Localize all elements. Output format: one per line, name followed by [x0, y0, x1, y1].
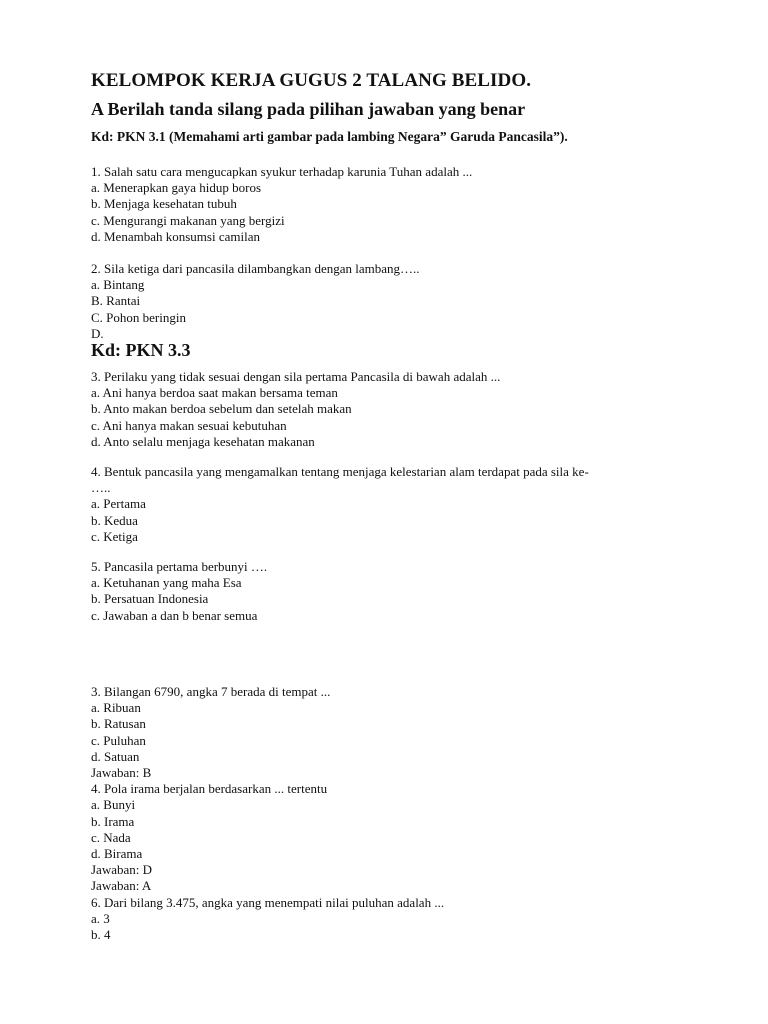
option-b: b. 4	[91, 927, 111, 943]
option-d: d. Menambah konsumsi camilan	[91, 228, 260, 244]
option-c: c. Nada	[91, 829, 131, 845]
option-c: c. Ketiga	[91, 528, 138, 544]
question-stem: 4. Pola irama berjalan berdasarkan ... tertentu	[91, 781, 328, 797]
option-d: d. Birama	[91, 846, 143, 862]
answer-line: Jawaban: A	[91, 878, 152, 894]
option-b: B. Rantai	[91, 293, 141, 309]
option-b: b. Irama	[91, 813, 135, 829]
option-a: a. Ani hanya berdoa saat makan bersama teman	[91, 385, 338, 401]
option-c: C. Pohon beringin	[91, 309, 186, 325]
question-3	[91, 369, 500, 450]
question-4	[91, 464, 589, 545]
question-5	[91, 559, 267, 624]
option-b: b. Kedua	[91, 512, 138, 528]
option-d: d. Satuan	[91, 748, 140, 764]
option-b: b. Ratusan	[91, 716, 146, 732]
option-d: d. Anto selalu menjaga kesehatan makanan	[91, 433, 315, 449]
option-a: a. 3	[91, 910, 110, 926]
question-1	[91, 164, 472, 245]
option-a: a. Ketuhanan yang maha Esa	[91, 575, 242, 591]
option-a: a. Ribuan	[91, 700, 141, 716]
question-6	[91, 684, 444, 943]
option-a: a. Bunyi	[91, 797, 136, 813]
question-stem: 2. Sila ketiga dari pancasila dilambangkan dengan lambang…..	[91, 261, 420, 276]
question-stem: 5. Pancasila pertama berbunyi ….	[91, 559, 268, 574]
option-a: a. Bintang	[91, 277, 145, 293]
question-stem: 3. Bilangan 6790, angka 7 berada di tempat ...	[91, 684, 331, 699]
option-b: b. Persatuan Indonesia	[91, 591, 209, 607]
question-stem-continuation: …..	[91, 480, 111, 496]
question-stem: 4. Bentuk pancasila yang mengamalkan tentang menjaga kelestarian alam terdapat pada sila ke-	[91, 464, 589, 479]
answer-line: Jawaban: B	[91, 765, 152, 781]
instruction-heading: A Berilah tanda silang pada pilihan jawaban yang benar	[91, 99, 526, 119]
option-c: c. Puluhan	[91, 732, 146, 748]
option-b: b. Anto makan berdoa sebelum dan setelah makan	[91, 401, 352, 417]
competency-heading-1: Kd: PKN 3.1 (Memahami arti gambar pada lambing Negara” Garuda Pancasila”).	[91, 129, 568, 144]
question-2	[91, 261, 420, 342]
question-stem: 1. Salah satu cara mengucapkan syukur terhadap karunia Tuhan adalah ...	[91, 164, 473, 179]
option-c: c. Mengurangi makanan yang bergizi	[91, 212, 285, 228]
option-a: a. Menerapkan gaya hidup boros	[91, 180, 262, 196]
answer-line: Jawaban: D	[91, 862, 153, 878]
competency-heading-2: Kd: PKN 3.3	[91, 340, 191, 360]
option-d: D.	[91, 325, 104, 341]
question-stem: 6. Dari bilang 3.475, angka yang menempati nilai puluhan adalah ...	[91, 894, 445, 910]
document-title: KELOMPOK KERJA GUGUS 2 TALANG BELIDO.	[91, 70, 532, 91]
option-c: c. Ani hanya makan sesuai kebutuhan	[91, 417, 287, 433]
option-a: a. Pertama	[91, 496, 146, 512]
question-stem: 3. Perilaku yang tidak sesuai dengan sila pertama Pancasila di bawah adalah ...	[91, 369, 501, 384]
option-c: c. Jawaban a dan b benar semua	[91, 607, 258, 623]
option-b: b. Menjaga kesehatan tubuh	[91, 196, 237, 212]
